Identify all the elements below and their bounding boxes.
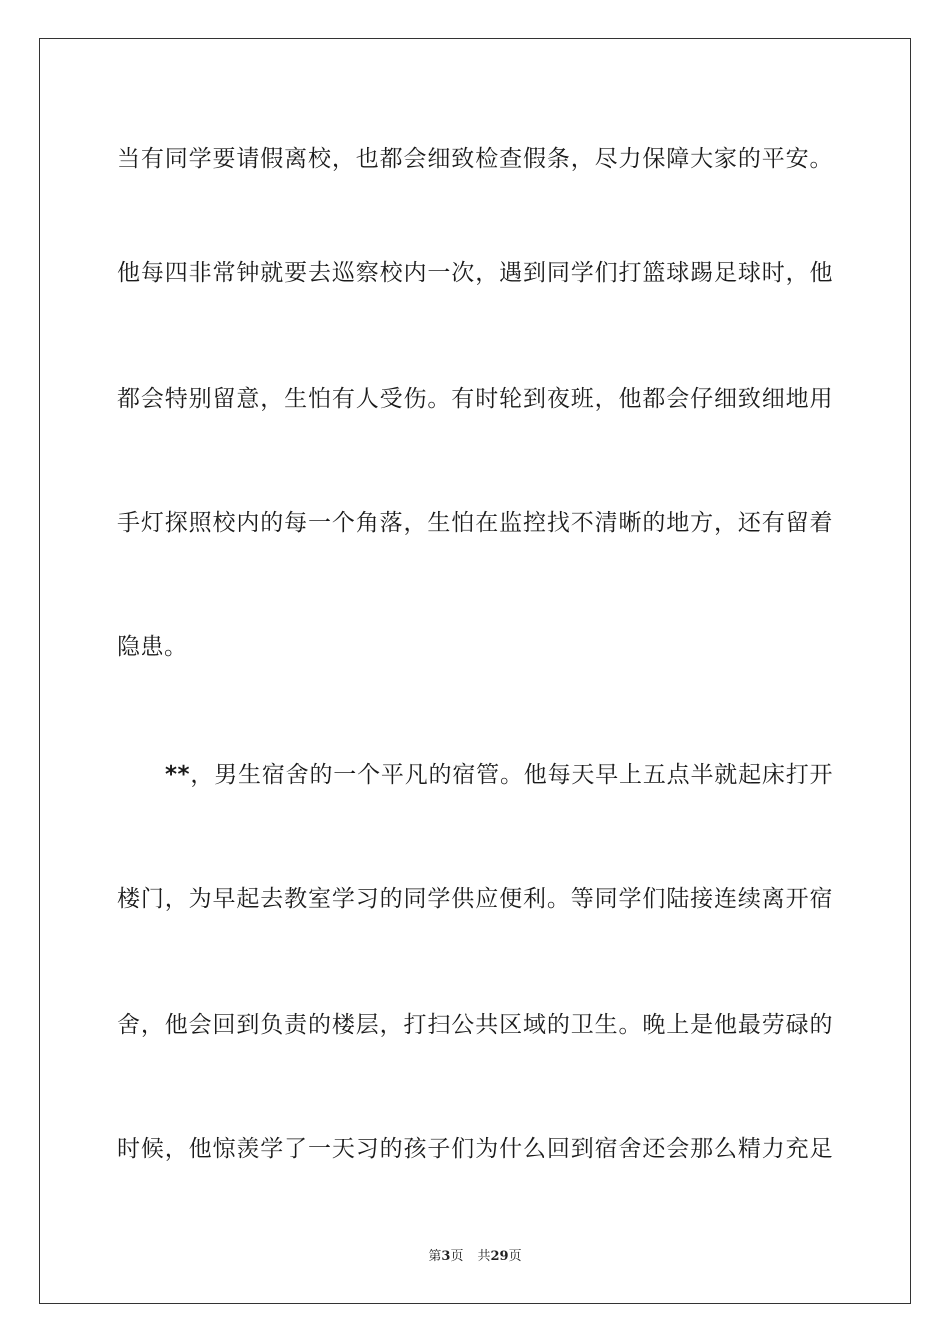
text-line-5: 隐患。 (117, 634, 188, 660)
page-suffix: 页 (450, 1249, 464, 1264)
page-footer (0, 1249, 950, 1265)
text-line-2: 他每四非常钟就要去巡察校内一次，遇到同学们打篮球踢足球时，他 (117, 260, 833, 286)
total-suffix: 页 (508, 1249, 522, 1264)
text-line-8: 舍，他会回到负责的楼层，打扫公共区域的卫生。晚上是他最劳碌的 (117, 1012, 833, 1038)
text-line-3: 都会特别留意，生怕有人受伤。有时轮到夜班，他都会仔细致细地用 (117, 386, 833, 412)
total-pages: 29 (490, 1249, 509, 1264)
page-prefix: 第 (428, 1249, 442, 1264)
paragraph-2-first-line (165, 760, 833, 790)
text-line-1: 当有同学要请假离校，也都会细致检查假条，尽力保障大家的平安。 (117, 146, 833, 172)
text-line-4: 手灯探照校内的每一个角落，生怕在监控找不清晰的地方，还有留着 (117, 510, 833, 536)
redacted-name: ** (165, 762, 191, 788)
text-line-9: 时候，他惊羡学了一天习的孩子们为什么回到宿舍还会那么精力充足 (117, 1136, 833, 1162)
text-line-7: 楼门，为早起去教室学习的同学供应便利。等同学们陆接连续离开宿 (117, 886, 833, 912)
total-prefix: 共 (477, 1249, 491, 1264)
paragraph-2-first-line-text: ，男生宿舍的一个平凡的宿管。他每天早上五点半就起床打开 (190, 762, 833, 788)
page-border (39, 38, 911, 1304)
page-number: 3 (441, 1249, 451, 1264)
